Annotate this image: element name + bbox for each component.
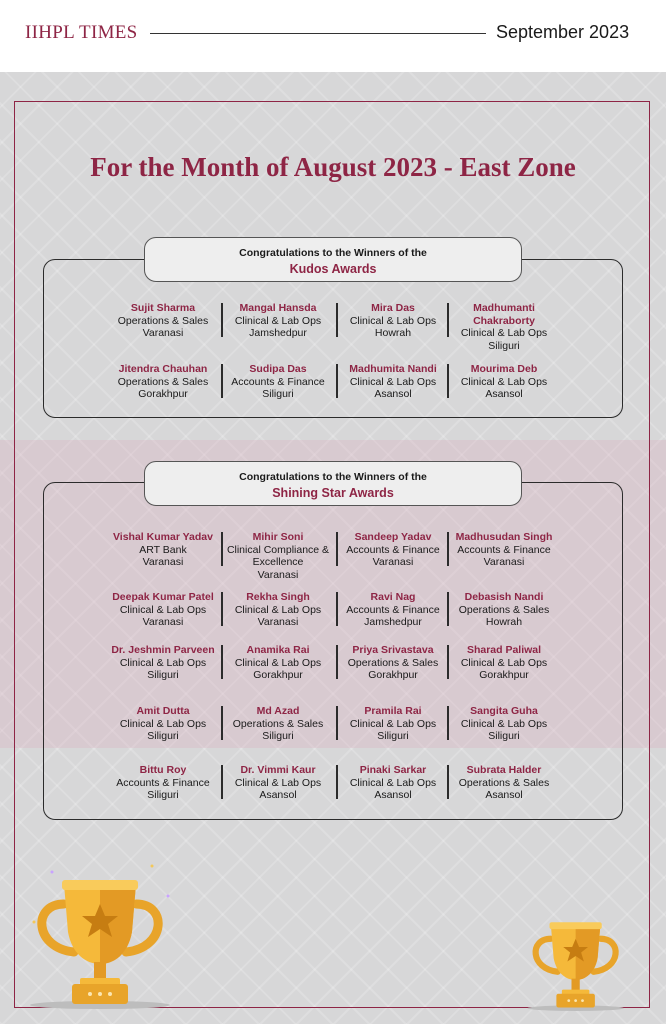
winner-name: Rekha Singh	[246, 591, 310, 603]
kudos-award-name: Kudos Awards	[289, 262, 377, 276]
page-title: For the Month of August 2023 - East Zone	[90, 152, 576, 182]
winner-name: Amit Dutta	[136, 705, 190, 717]
winner-name: Pramila Rai	[364, 705, 422, 717]
winner-card	[222, 705, 334, 743]
winner-card	[448, 531, 560, 569]
winner-detail: Accounts & Finance	[116, 776, 210, 789]
winner-detail: Clinical & Lab Ops	[349, 717, 437, 730]
winner-detail: Asansol	[485, 388, 523, 400]
winner-detail: Operations & Sales	[458, 776, 550, 789]
winner-card	[107, 363, 219, 401]
winner-detail: Clinical & Lab Ops	[234, 314, 322, 327]
winner-detail: Clinical & Lab Ops	[349, 375, 437, 388]
winner-name: Sangita Guha	[470, 705, 538, 717]
winner-name: Ravi Nag	[370, 591, 416, 603]
winner-detail: Howrah	[374, 327, 412, 339]
winner-detail: Excellence	[252, 556, 304, 568]
winner-name: Mira Das	[371, 302, 415, 314]
winner-card	[448, 705, 560, 743]
winner-detail: Jamshedpur	[364, 616, 422, 628]
winner-detail: Jamshedpur	[249, 327, 307, 339]
winner-card	[222, 644, 334, 682]
winner-detail: Siliguri	[488, 339, 520, 352]
winner-card	[448, 363, 560, 401]
winner-name: Jitendra Chauhan	[118, 363, 208, 375]
winner-detail: Accounts & Finance	[457, 543, 551, 556]
winner-detail: Clinical & Lab Ops	[349, 776, 437, 789]
winner-name: Sujit Sharma	[130, 302, 196, 314]
winner-name: Md Azad	[256, 705, 300, 717]
winner-detail: Siliguri	[147, 789, 179, 801]
winner-detail: Operations & Sales	[232, 717, 324, 730]
winner-detail: Accounts & Finance	[231, 375, 325, 388]
winner-card	[107, 531, 219, 569]
winner-detail: Gorakhpur	[368, 669, 418, 681]
winner-detail: Clinical & Lab Ops	[349, 314, 437, 327]
winner-detail: Clinical & Lab Ops	[460, 717, 548, 730]
winner-card	[222, 591, 334, 629]
winner-detail: Accounts & Finance	[346, 603, 440, 616]
shining-award-name: Shining Star Awards	[272, 486, 394, 500]
winner-detail: Operations & Sales	[117, 375, 209, 388]
winner-card	[107, 591, 219, 629]
winner-detail: Varanasi	[257, 616, 299, 628]
winner-detail: Gorakhpur	[138, 388, 188, 400]
winner-detail: Clinical & Lab Ops	[460, 375, 548, 388]
winner-name: Dr. Vimmi Kaur	[240, 764, 316, 776]
winner-detail: Clinical & Lab Ops	[460, 327, 548, 339]
winner-card	[222, 302, 334, 340]
winner-name: Sudipa Das	[249, 363, 307, 375]
winner-detail: Gorakhpur	[479, 669, 529, 681]
winner-detail: ART Bank	[139, 543, 187, 556]
winner-card	[448, 764, 560, 802]
winner-detail: Asansol	[374, 388, 412, 400]
winner-detail: Siliguri	[262, 730, 294, 742]
kudos-heading	[144, 237, 522, 282]
winner-detail: Operations & Sales	[458, 603, 550, 616]
winner-card	[448, 644, 560, 682]
brand-title: IIHPL TIMES	[25, 22, 138, 43]
kudos-congrats: Congratulations to the Winners of the	[239, 247, 427, 259]
winner-detail: Varanasi	[483, 556, 525, 568]
winner-detail: Accounts & Finance	[346, 543, 440, 556]
winner-detail: Howrah	[485, 616, 523, 628]
winner-detail: Siliguri	[488, 730, 520, 742]
winner-name: Madhusudan Singh	[455, 531, 553, 543]
winner-card	[107, 644, 219, 682]
winner-detail: Varanasi	[257, 568, 299, 581]
winner-detail: Asansol	[485, 789, 523, 801]
winner-name: Anamika Rai	[246, 644, 310, 656]
winner-name: Dr. Jeshmin Parveen	[111, 644, 215, 656]
winner-detail: Operations & Sales	[117, 314, 209, 327]
winner-card	[337, 591, 449, 629]
trophy-icon	[522, 903, 632, 1013]
shining-heading	[144, 461, 522, 506]
issue-date: September 2023	[496, 22, 630, 42]
header-rule	[150, 33, 486, 34]
winner-card	[337, 764, 449, 802]
winner-detail: Varanasi	[142, 327, 184, 339]
winner-name: Bittu Roy	[139, 764, 187, 776]
winner-card	[448, 302, 560, 352]
winner-name: Mihir Soni	[252, 531, 304, 543]
winner-card	[222, 363, 334, 401]
winner-detail: Siliguri	[377, 730, 409, 742]
winner-card	[107, 764, 219, 802]
winner-detail: Clinical & Lab Ops	[234, 776, 322, 789]
winner-detail: Operations & Sales	[347, 656, 439, 669]
winner-card	[337, 302, 449, 340]
winner-card	[337, 363, 449, 401]
winner-name: Debasish Nandi	[464, 591, 544, 603]
winner-detail: Varanasi	[372, 556, 414, 568]
winner-detail: Asansol	[259, 789, 297, 801]
winner-name: Mourima Deb	[470, 363, 538, 375]
winner-detail: Varanasi	[142, 616, 184, 628]
winner-name: Sandeep Yadav	[354, 531, 432, 543]
winner-card	[222, 764, 334, 802]
winner-card	[337, 644, 449, 682]
winner-card	[107, 705, 219, 743]
winner-name: Madhumanti Chakraborty	[473, 302, 535, 327]
winner-card	[107, 302, 219, 340]
page-header	[0, 0, 666, 72]
winner-detail: Clinical Compliance &	[226, 543, 330, 556]
winner-name: Priya Srivastava	[352, 644, 434, 656]
winner-detail: Varanasi	[142, 556, 184, 568]
trophy-icon	[22, 852, 182, 1012]
winner-name: Mangal Hansda	[239, 302, 317, 314]
winner-card	[222, 531, 334, 581]
winner-detail: Clinical & Lab Ops	[119, 656, 207, 669]
winner-name: Subrata Halder	[466, 764, 542, 776]
winner-card	[337, 705, 449, 743]
winner-card	[448, 591, 560, 629]
winner-detail: Clinical & Lab Ops	[119, 717, 207, 730]
winner-card	[337, 531, 449, 569]
winner-detail: Siliguri	[262, 388, 294, 400]
winner-detail: Clinical & Lab Ops	[234, 603, 322, 616]
winner-detail: Asansol	[374, 789, 412, 801]
winner-detail: Clinical & Lab Ops	[119, 603, 207, 616]
winner-name: Pinaki Sarkar	[359, 764, 427, 776]
winner-detail: Clinical & Lab Ops	[460, 656, 548, 669]
winner-name: Sharad Paliwal	[466, 644, 542, 656]
winner-name: Vishal Kumar Yadav	[112, 531, 213, 543]
shining-congrats: Congratulations to the Winners of the	[239, 471, 427, 483]
winner-name: Deepak Kumar Patel	[112, 591, 214, 603]
winner-name: Madhumita Nandi	[349, 363, 437, 375]
winner-detail: Siliguri	[147, 730, 179, 742]
winner-detail: Gorakhpur	[253, 669, 303, 681]
winner-detail: Siliguri	[147, 669, 179, 681]
winner-detail: Clinical & Lab Ops	[234, 656, 322, 669]
